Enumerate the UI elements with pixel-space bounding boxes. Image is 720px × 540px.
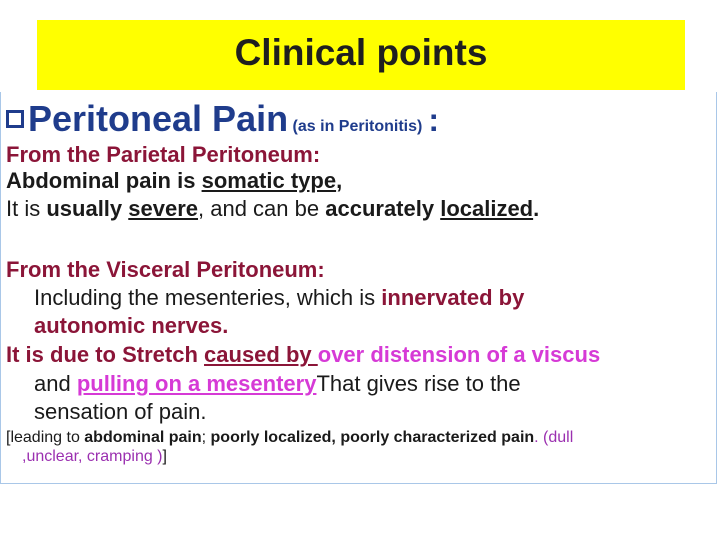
heading-colon: :	[428, 102, 439, 138]
heading-paren: (as in Peritonitis)	[292, 118, 423, 135]
visceral-line-8	[6, 447, 167, 467]
parietal-line-2	[6, 168, 342, 194]
text-including: Including the mesenteries, which is	[34, 285, 382, 310]
text-severe: severe	[128, 196, 199, 221]
text-localized: localized	[440, 196, 534, 221]
title-banner	[37, 20, 685, 90]
visceral-line-4	[6, 342, 600, 368]
text-and: and	[34, 371, 77, 396]
text-caused-by: caused by	[204, 342, 318, 367]
text-period: .	[533, 196, 540, 221]
visceral-line-5	[6, 371, 521, 397]
visceral-line-2	[6, 285, 524, 311]
text-innervated-by: innervated by	[381, 285, 525, 310]
text-comma: ,	[336, 168, 343, 193]
text-abdominal-pain-bold: abdominal pain	[84, 429, 202, 446]
text-due-to-stretch: It is due to Stretch	[6, 342, 205, 367]
heading-main: Peritoneal Pain	[28, 98, 289, 139]
text-unclear-cramping: ,unclear, cramping )	[22, 448, 163, 465]
text-bracket: ]	[162, 448, 167, 465]
text-gives-rise: That gives rise to the	[316, 371, 521, 396]
text-leading-to: [leading to	[6, 429, 85, 446]
text-accurately: accurately	[325, 196, 441, 221]
text-it-is: It is	[6, 196, 47, 221]
text-and-can-be: , and can be	[198, 196, 326, 221]
visceral-line-6	[6, 399, 206, 425]
parietal-label-text: From the Parietal Peritoneum:	[6, 142, 321, 167]
text-pulling-on-mesentery: pulling on a mesentery	[76, 371, 317, 396]
text-autonomic-nerves: autonomic nerves.	[34, 313, 229, 338]
text-semicolon: ;	[201, 429, 211, 446]
parietal-line-3	[6, 196, 539, 222]
text-dull: . (dull	[534, 429, 574, 446]
text-over-distension: over distension of a viscus	[317, 342, 601, 367]
visceral-label-text: From the Visceral Peritoneum:	[6, 257, 325, 282]
checkbox-bullet-icon	[6, 110, 24, 128]
text-abdominal-pain: Abdominal pain is	[6, 168, 202, 193]
text-sensation-of-pain: sensation of pain.	[34, 399, 207, 424]
section-heading	[6, 98, 439, 140]
visceral-line-3	[6, 313, 228, 339]
parietal-label	[6, 142, 320, 168]
text-somatic-type: somatic type	[201, 168, 337, 193]
visceral-label	[6, 257, 325, 283]
visceral-line-7	[6, 428, 573, 448]
page-title: Clinical points	[234, 32, 488, 73]
text-usually: usually	[46, 196, 129, 221]
text-poorly-localized: poorly localized, poorly characterized pain	[210, 429, 535, 446]
